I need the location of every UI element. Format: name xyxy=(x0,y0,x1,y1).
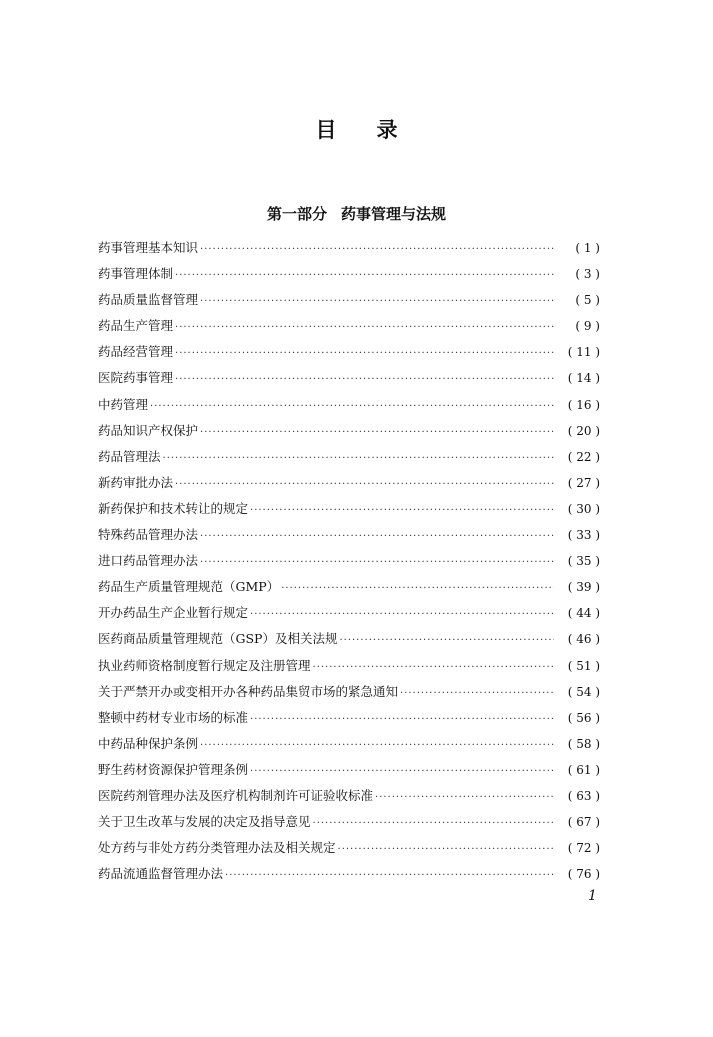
toc-entry-title: 药品经营管理 xyxy=(98,344,174,360)
toc-leader-dots xyxy=(163,446,554,472)
toc-entry xyxy=(98,835,600,861)
toc-leader-dots xyxy=(339,628,554,654)
toc-leader-dots xyxy=(250,759,554,785)
toc-entry-page: ( 27 ) xyxy=(567,475,600,490)
toc-entry-title: 药品流通监督管理办法 xyxy=(98,866,224,882)
toc-leader-dots xyxy=(175,315,554,341)
toc-entry xyxy=(98,418,600,444)
toc-entry-title: 关于严禁开办或变相开办各种药品集贸市场的紧急通知 xyxy=(98,683,399,699)
toc-leader-dots xyxy=(175,263,554,289)
toc-entry-page: ( 9 ) xyxy=(575,319,600,334)
toc-entry xyxy=(98,496,600,522)
toc-entry-page: ( 22 ) xyxy=(567,449,600,464)
toc-leader-dots xyxy=(250,707,554,733)
toc-entry-page: ( 16 ) xyxy=(567,397,600,412)
toc-leader-dots xyxy=(200,733,554,759)
toc-entry-title: 药事管理基本知识 xyxy=(98,240,199,255)
section-part: 第一部分 xyxy=(266,205,327,223)
toc-leader-dots xyxy=(200,524,554,550)
toc-entry-page: ( 5 ) xyxy=(575,293,600,308)
toc-entry-title: 开办药品生产企业暂行规定 xyxy=(98,605,249,621)
toc-entry xyxy=(98,861,600,887)
toc-leader-dots xyxy=(200,550,554,576)
toc-entry-page: ( 46 ) xyxy=(567,632,600,647)
toc-entry xyxy=(98,731,600,757)
toc-entry xyxy=(98,287,600,313)
toc-entry xyxy=(98,626,600,652)
toc-entry-page: ( 20 ) xyxy=(567,423,600,438)
toc-leader-dots xyxy=(175,367,554,393)
toc-entry xyxy=(98,574,600,600)
section-name: 药事管理与法规 xyxy=(341,205,447,223)
toc-leader-dots xyxy=(200,237,554,263)
toc-entry xyxy=(98,705,600,731)
toc-leader-dots xyxy=(375,785,554,811)
toc-leader-dots xyxy=(281,576,554,602)
toc-entry-page: ( 58 ) xyxy=(567,736,600,751)
toc-entry xyxy=(98,783,600,809)
toc-entry xyxy=(98,522,600,548)
toc-entry xyxy=(98,365,600,391)
toc-entry-title: 医药商品质量管理规范（GSP）及相关法规 xyxy=(98,631,338,647)
toc-entry-title: 新药审批办法 xyxy=(98,474,174,490)
toc-entry-page: ( 63 ) xyxy=(567,788,600,803)
toc-entry xyxy=(98,809,600,835)
toc-leader-dots xyxy=(400,681,554,707)
toc-leader-dots xyxy=(200,289,554,315)
toc-entry-title: 关于卫生改革与发展的决定及指导意见 xyxy=(98,814,311,830)
toc-entry-page: ( 14 ) xyxy=(567,371,600,386)
toc-leader-dots xyxy=(200,420,554,446)
toc-entry xyxy=(98,757,600,783)
toc-entry-title: 医院药剂管理办法及医疗机构制剂许可证验收标准 xyxy=(98,787,374,803)
toc-entry xyxy=(98,235,600,261)
toc-entry-page: ( 33 ) xyxy=(567,528,600,543)
toc-entry xyxy=(98,679,600,705)
toc-entry-title: 药品生产管理 xyxy=(98,318,174,334)
toc-list xyxy=(98,235,600,887)
toc-entry-page: ( 54 ) xyxy=(567,684,600,699)
toc-leader-dots xyxy=(175,341,554,367)
toc-leader-dots xyxy=(313,811,554,837)
toc-entry-page: ( 51 ) xyxy=(567,658,600,673)
toc-entry-page: ( 67 ) xyxy=(567,815,600,830)
toc-leader-dots xyxy=(250,602,554,628)
toc-entry-title: 药品生产质量管理规范（GMP） xyxy=(98,579,280,595)
toc-entry-title: 医院药事管理 xyxy=(98,370,174,386)
toc-entry xyxy=(98,470,600,496)
page-title-left: 目 xyxy=(315,118,337,142)
toc-entry-page: ( 44 ) xyxy=(567,606,600,621)
toc-leader-dots xyxy=(313,655,554,681)
toc-entry-page: ( 61 ) xyxy=(567,762,600,777)
toc-entry-title: 中药品种保护条例 xyxy=(98,735,199,751)
toc-leader-dots xyxy=(338,837,554,863)
toc-entry-page: ( 1 ) xyxy=(575,241,600,255)
toc-entry-page: ( 30 ) xyxy=(567,501,600,516)
section-heading xyxy=(0,203,713,224)
toc-entry-title: 药事管理体制 xyxy=(98,266,174,282)
toc-leader-dots xyxy=(175,472,554,498)
toc-entry-page: ( 35 ) xyxy=(567,554,600,569)
toc-entry xyxy=(98,653,600,679)
toc-leader-dots xyxy=(150,394,554,420)
toc-entry-title: 新药保护和技术转让的规定 xyxy=(98,500,249,516)
toc-entry-title: 药品知识产权保护 xyxy=(98,422,199,438)
toc-entry-page: ( 56 ) xyxy=(567,710,600,725)
toc-leader-dots xyxy=(250,498,554,524)
toc-entry-title: 进口药品管理办法 xyxy=(98,553,199,569)
toc-entry-title: 药品管理法 xyxy=(98,448,161,464)
page-title xyxy=(0,114,713,144)
toc-entry-title: 野生药材资源保护管理条例 xyxy=(98,761,249,777)
toc-entry-page: ( 76 ) xyxy=(567,867,600,882)
toc-entry-title: 特殊药品管理办法 xyxy=(98,527,199,543)
toc-entry-page: ( 3 ) xyxy=(575,267,600,282)
page-number: 1 xyxy=(588,888,597,904)
toc-leader-dots xyxy=(225,863,554,889)
toc-entry-title: 执业药师资格制度暂行规定及注册管理 xyxy=(98,657,311,673)
toc-entry-page: ( 39 ) xyxy=(567,580,600,595)
page-title-right: 录 xyxy=(376,118,398,142)
toc-entry xyxy=(98,548,600,574)
toc-entry-title: 整顿中药材专业市场的标准 xyxy=(98,709,249,725)
toc-entry xyxy=(98,444,600,470)
toc-entry xyxy=(98,600,600,626)
toc-entry xyxy=(98,313,600,339)
toc-entry-title: 中药管理 xyxy=(98,396,149,412)
toc-entry xyxy=(98,261,600,287)
toc-entry xyxy=(98,392,600,418)
toc-entry-title: 处方药与非处方药分类管理办法及相关规定 xyxy=(98,840,336,856)
toc-entry-title: 药品质量监督管理 xyxy=(98,292,199,308)
toc-entry-page: ( 72 ) xyxy=(567,841,600,856)
toc-entry xyxy=(98,339,600,365)
toc-entry-page: ( 11 ) xyxy=(567,345,600,360)
